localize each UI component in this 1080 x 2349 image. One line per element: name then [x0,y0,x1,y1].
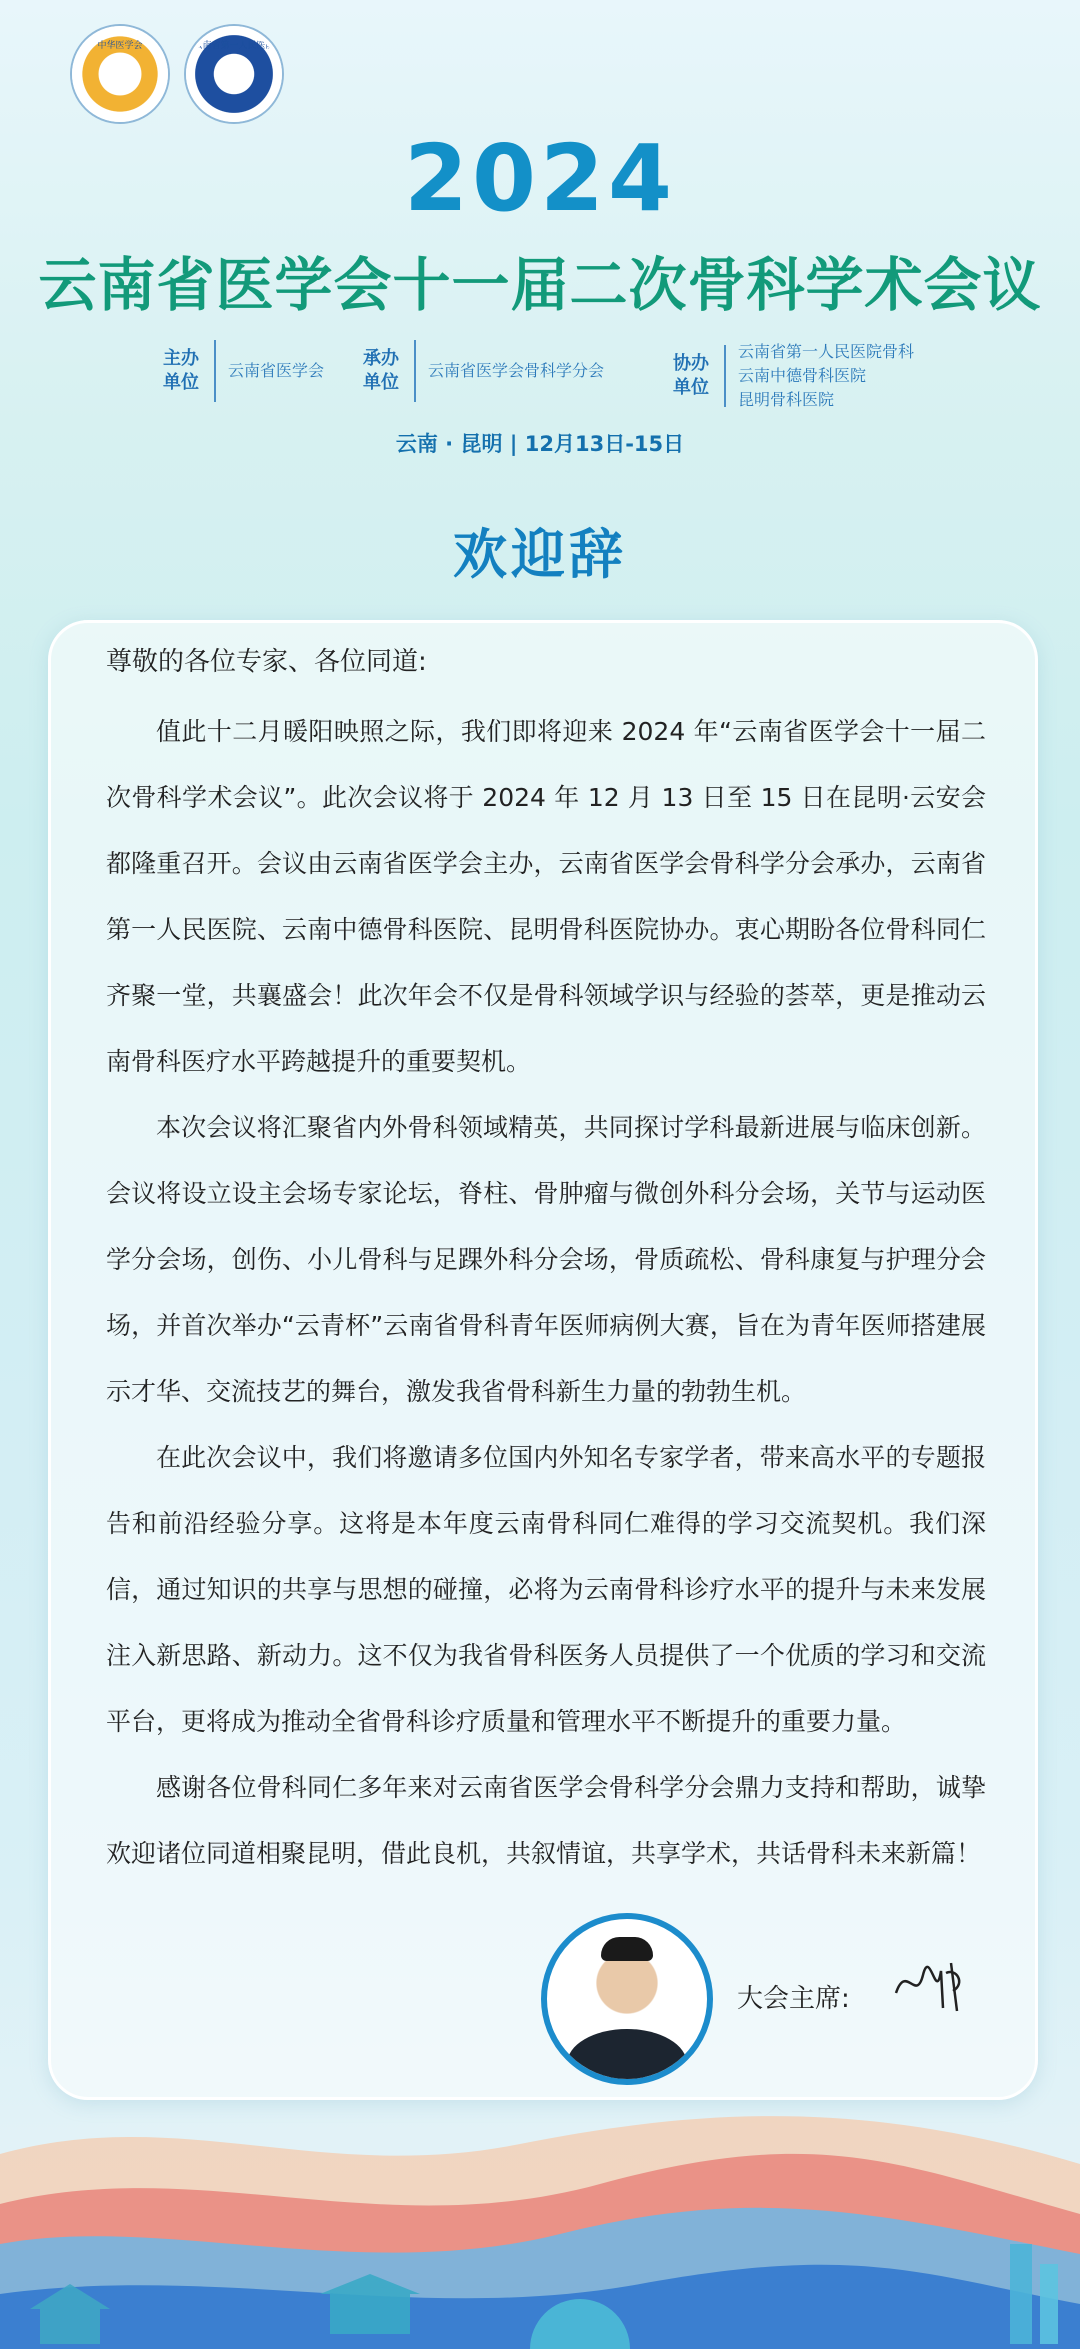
organizer-host [160,340,324,402]
chairman-label: 大会主席: [737,1984,850,2014]
chinese-medical-association-logo [72,26,168,122]
conference-title: 云南省医学会十一届二次骨科学术会议 [38,251,1042,319]
letter-paragraph: 值此十二月暖阳映照之际，我们即将迎来 2024 年“云南省医学会十一届二次骨科学术会议”。此次会议将于 2024 年 12 月 13 日至 15 日在昆明·云安会都隆重召开。会议由云南省医学会主办，云南省医学会骨科学分会承办，云南省第一人民医院、云南中德骨科医院、昆明骨科医院协办。衷心期盼各位骨科同仁齐聚一堂，共襄盛会！此次年会不仅是骨科领域学识与经验的荟萃，更是推动云南骨科医疗水平跨越提升的重要契机。 [106,717,986,1076]
signature-icon [891,1953,981,2013]
organizer-divider [214,340,216,402]
organizer-divider [414,340,416,402]
organizer-co-values [738,340,914,412]
letter-body [106,699,986,1887]
chairman-avatar [541,1913,713,2085]
year-heading: 2024 [403,125,677,232]
organizer-co-label: 协办单位 [673,353,709,398]
letter-paragraph: 在此次会议中，我们将邀请多位国内外知名专家学者，带来高水平的专题报告和前沿经验分享。这将是本年度云南骨科同仁难得的学习交流契机。我们深信，通过知识的共享与思想的碰撞，必将为云南骨科诊疗水平的提升与未来发展注入新思路、新动力。这不仅为我省骨科医务人员提供了一个优质的学习和交流平台，更将成为推动全省骨科诊疗质量和管理水平不断提升的重要力量。 [106,1443,986,1736]
avatar-hair [601,1937,653,1961]
logo-left-caption: 中华医学会 [97,41,143,51]
letter-card [48,620,1038,2100]
organizer-undertaker-label: 承办单位 [363,348,399,393]
organizer-co [670,340,914,412]
letter-paragraph: 本次会议将汇聚省内外骨科领域精英，共同探讨学科最新进展与临床创新。会议将设立设主会场专家论坛，脊柱、骨肿瘤与微创外科分会场，关节与运动医学分会场，创伤、小儿骨科与足踝外科分会场，骨质疏松、骨科康复与护理分会场，并首次举办“云青杯”云南省骨科青年医师病例大赛，旨在为青年医师搭建展示才华、交流技艺的舞台，激发我省骨科新生力量的勃勃生机。 [106,1113,986,1406]
logo-right-caption: 云南省第一人民医院 [193,41,275,51]
letter-greeting: 尊敬的各位专家、各位同道: [106,647,427,677]
organizer-undertaker [360,340,604,402]
organizer-co-value: 云南中德骨科医院 [738,366,867,385]
letter-paragraph: 感谢各位骨科同仁多年来对云南省医学会骨科学分会鼎力支持和帮助，诚挚欢迎诸位同道相聚昆明，借此良机，共叙情谊，共享学术，共话骨科未来新篇！ [106,1773,986,1868]
avatar-suit [567,2029,687,2085]
place-date: 云南 · 昆明 | 12月13日-15日 [395,432,685,456]
first-peoples-hospital-logo [186,26,282,122]
organizer-undertaker-value: 云南省医学会骨科学分会 [428,361,605,380]
welcome-heading: 欢迎辞 [453,523,627,586]
organizer-co-value: 云南省第一人民医院骨科 [738,342,915,361]
organizer-co-value: 昆明骨科医院 [738,390,835,409]
logo-group [72,26,282,122]
organizer-divider [724,345,726,407]
organizers-row [160,340,1000,420]
organizer-host-value: 云南省医学会 [228,361,325,380]
footer-decoration [0,2094,1080,2349]
organizer-host-label: 主办单位 [163,348,199,393]
